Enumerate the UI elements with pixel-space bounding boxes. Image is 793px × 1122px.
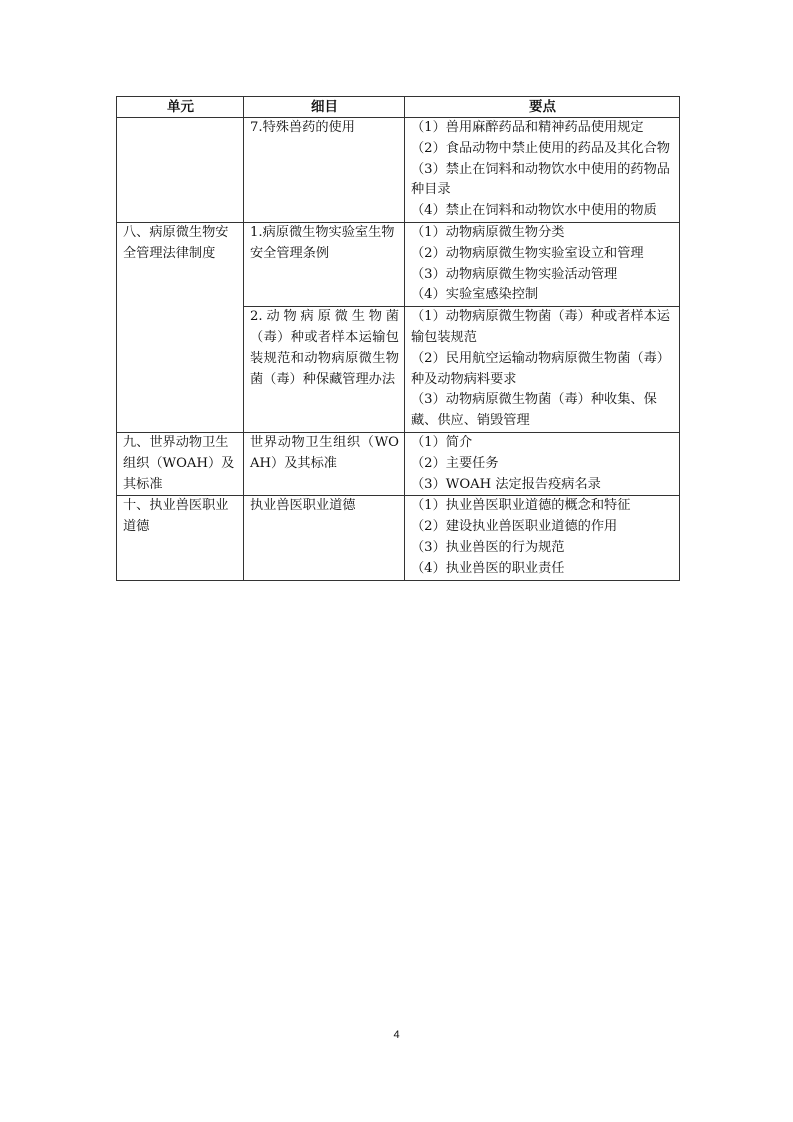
item-text: 执业兽医职业道德 <box>250 498 356 514</box>
point-item: （3）动物病原微生物菌（毒）种收集、保藏、供应、销毁管理 <box>411 392 657 429</box>
point-item: （3）WOAH 法定报告疫病名录 <box>411 476 601 492</box>
unit-text: 九、世界动物卫生组织（WOAH）及其标准 <box>123 434 235 492</box>
item-cell <box>244 222 405 306</box>
item-cell <box>244 118 405 223</box>
table-row <box>117 222 680 306</box>
item-cell <box>244 307 405 433</box>
item-text: 1.病原微生物实验室生物安全管理条例 <box>250 224 395 261</box>
points-cell <box>405 496 680 580</box>
header-points: 要点 <box>405 97 680 118</box>
unit-text: 十、执业兽医职业道德 <box>123 498 229 535</box>
unit-cell <box>117 496 244 580</box>
points-cell <box>405 222 680 306</box>
point-item: （2）动物病原微生物实验室设立和管理 <box>411 245 644 261</box>
item-text: 2.动物病原微生物菌（毒）种或者样本运输包装规范和动物病原微生物菌（毒）种保藏管理办法 <box>250 309 399 387</box>
header-unit: 单元 <box>117 97 244 118</box>
point-item: （2）民用航空运输动物病原微生物菌（毒）种及动物病料要求 <box>411 350 670 387</box>
points-cell <box>405 307 680 433</box>
table-row <box>117 496 680 580</box>
points-cell <box>405 118 680 223</box>
item-text: 7.特殊兽药的使用 <box>250 120 355 135</box>
point-item: （2）食品动物中禁止使用的药品及其化合物 <box>411 140 670 156</box>
point-item: （1）执业兽医职业道德的概念和特征 <box>411 498 631 514</box>
point-item: （3）动物病原微生物实验活动管理 <box>411 266 618 282</box>
point-item: （1）兽用麻醉药品和精神药品使用规定 <box>411 120 644 135</box>
point-item: （1）简介 <box>411 434 473 450</box>
point-item: （1）动物病原微生物分类 <box>411 224 565 240</box>
item-text: 世界动物卫生组织（WOAH）及其标准 <box>250 434 399 471</box>
point-item: （3）执业兽医的行为规范 <box>411 539 565 555</box>
item-cell <box>244 432 405 495</box>
unit-cell <box>117 432 244 495</box>
point-item: （2）主要任务 <box>411 455 499 471</box>
point-item: （3）禁止在饲料和动物饮水中使用的药物品种目录 <box>411 161 670 198</box>
point-item: （4）实验室感染控制 <box>411 287 539 303</box>
point-item: （1）动物病原微生物菌（毒）种或者样本运输包装规范 <box>411 309 670 345</box>
syllabus-table <box>116 96 680 581</box>
item-cell <box>244 496 405 580</box>
point-item: （4）禁止在饲料和动物饮水中使用的物质 <box>411 203 657 219</box>
table-row <box>117 118 680 223</box>
unit-text: 八、病原微生物安全管理法律制度 <box>123 224 229 261</box>
point-item: （2）建设执业兽医职业道德的作用 <box>411 519 618 535</box>
header-item: 细目 <box>244 97 405 118</box>
table-header-row <box>117 97 680 118</box>
unit-cell <box>117 222 244 432</box>
points-cell <box>405 432 680 495</box>
point-item: （4）执业兽医的职业责任 <box>411 560 565 576</box>
page-number: 4 <box>393 1029 400 1041</box>
table-row <box>117 432 680 495</box>
unit-cell <box>117 118 244 223</box>
